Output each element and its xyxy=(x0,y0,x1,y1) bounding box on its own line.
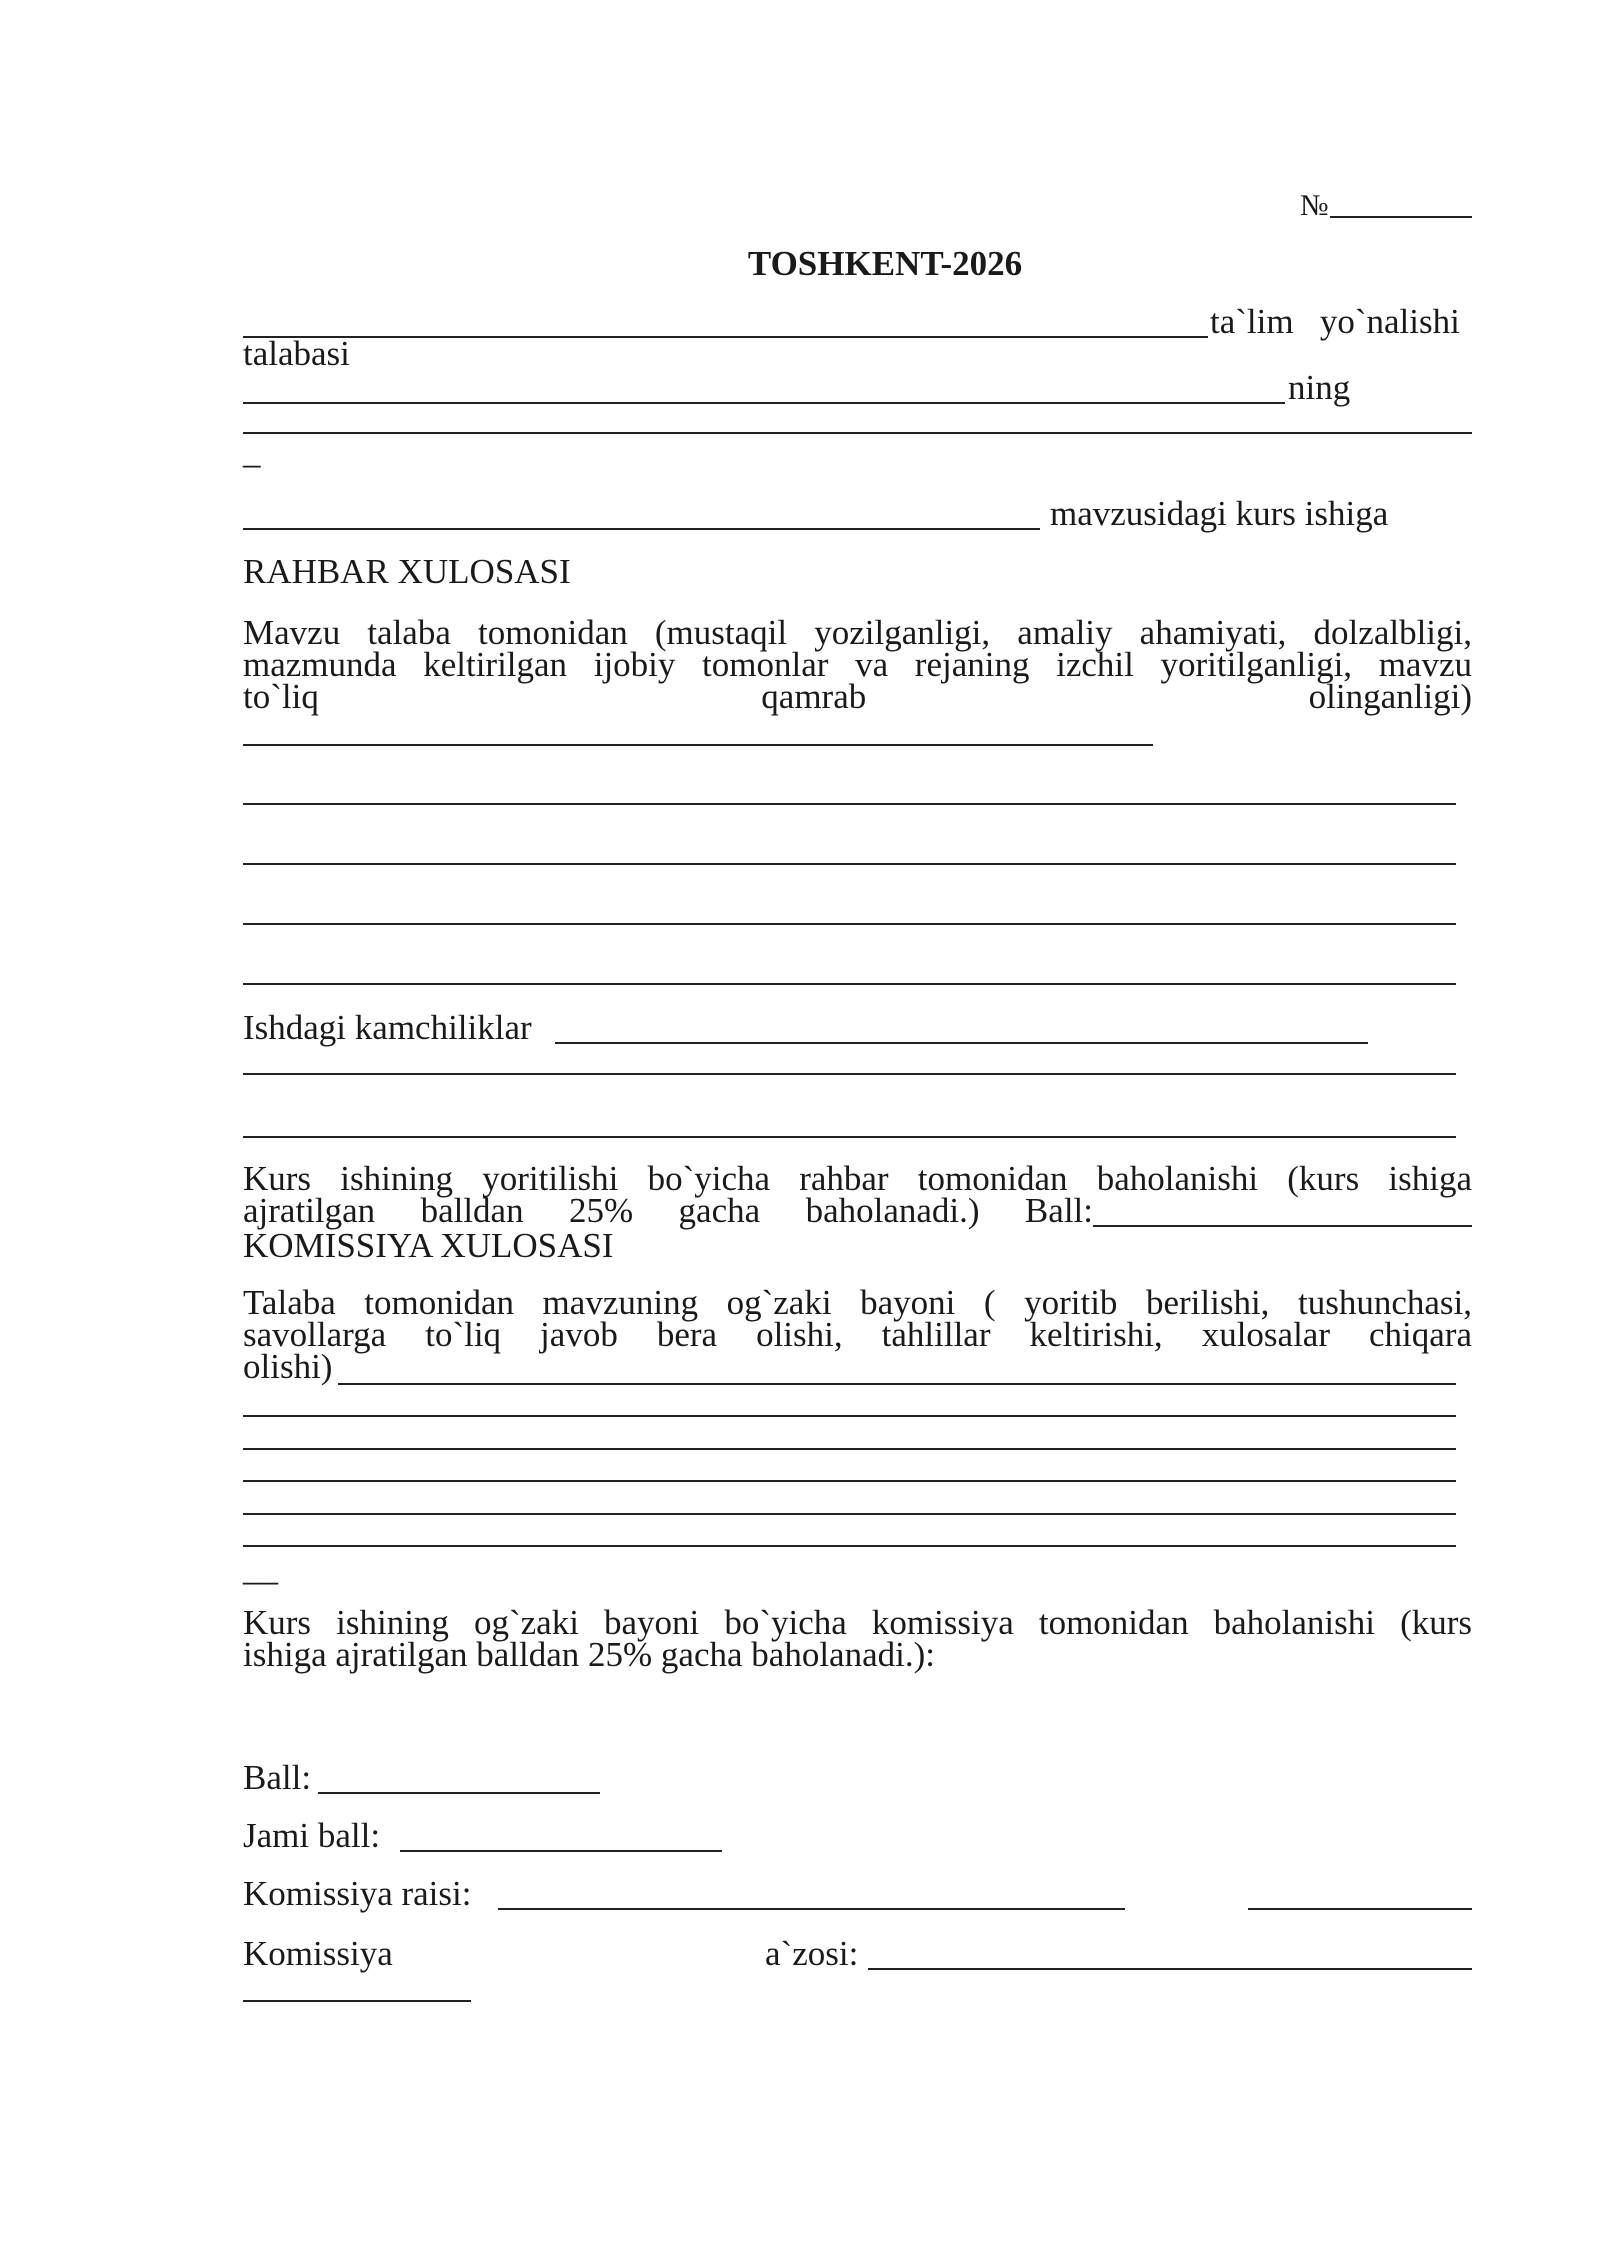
kamchiliklar-blank-line-3[interactable] xyxy=(243,1136,1456,1138)
topic-blank-line-1[interactable] xyxy=(243,432,1472,434)
komissiya-criteria-line-1: Talaba tomonidan mavzuning og`zaki bayoni ( yoritib berilishi, tushunchasi, xyxy=(243,1283,1472,1322)
komissiya-answer-line-5[interactable] xyxy=(243,1513,1456,1515)
topic-blank-line-2[interactable] xyxy=(243,528,1040,530)
komissiya-criteria-line-3: olishi) xyxy=(243,1347,333,1386)
raisi-signature-blank-line[interactable] xyxy=(1248,1908,1472,1910)
ball-label: Ball: xyxy=(243,1758,312,1797)
jami-ball-blank-line[interactable] xyxy=(400,1850,722,1852)
komissiya-answer-line-4[interactable] xyxy=(243,1480,1456,1482)
komissiya-answer-line-2[interactable] xyxy=(243,1415,1456,1417)
rahbar-criteria-line-2: mazmunda keltirilgan ijobiy tomonlar va rejaning izchil yoritilganligi, mavzu xyxy=(243,645,1472,684)
komissiya-assessment-line-1: Kurs ishining og`zaki bayoni bo`yicha komissiya tomonidan baholanishi (kurs xyxy=(243,1603,1472,1642)
komissiya-azo-label-2: a`zosi: xyxy=(765,1934,859,1973)
komissiya-answer-line-6[interactable] xyxy=(243,1545,1456,1547)
direction-blank-line[interactable] xyxy=(243,336,1208,338)
rahbar-answer-line-4[interactable] xyxy=(243,923,1456,925)
ning-label: ning xyxy=(1288,368,1351,407)
kamchiliklar-blank-line-2[interactable] xyxy=(243,1073,1456,1075)
rahbar-heading: RAHBAR XULOSASI xyxy=(243,552,571,591)
rahbar-criteria-line-1: Mavzu talaba tomonidan (mustaqil yozilganligi, amaliy ahamiyati, dolzalbligi, xyxy=(243,613,1472,652)
komissiya-criteria-line-2: savollarga to`liq javob bera olishi, tahlillar keltirishi, xulosalar chiqara xyxy=(243,1315,1472,1354)
talabasi-label: talabasi xyxy=(243,334,350,373)
talim-label: ta`lim yo`nalishi xyxy=(1210,302,1460,341)
komissiya-dash: __ xyxy=(243,1549,278,1588)
rahbar-criteria-paragraph xyxy=(243,613,1472,716)
komissiya-criteria-paragraph xyxy=(243,1283,1472,1386)
azo-signature-blank-line[interactable] xyxy=(243,2000,471,2002)
document-number xyxy=(1300,189,1329,223)
komissiya-azo-label-1: Komissiya xyxy=(243,1934,393,1973)
city-year-title: TOSHKENT-2026 xyxy=(747,244,1023,283)
komissiya-assessment-paragraph xyxy=(243,1603,1472,1674)
rahbar-assessment-paragraph xyxy=(243,1159,1472,1230)
komissiya-answer-line-1[interactable] xyxy=(338,1383,1456,1385)
kamchiliklar-blank-line-1[interactable] xyxy=(555,1042,1368,1044)
raisi-name-blank-line[interactable] xyxy=(498,1908,1125,1910)
komissiya-answer-line-3[interactable] xyxy=(243,1448,1456,1450)
jami-ball-label: Jami ball: xyxy=(243,1816,389,1855)
topic-dash: _ xyxy=(243,432,261,471)
komissiya-heading: KOMISSIYA XULOSASI xyxy=(243,1226,614,1265)
azo-name-blank-line[interactable] xyxy=(868,1968,1472,1970)
student-name-blank-line[interactable] xyxy=(243,402,1285,404)
number-label: № xyxy=(1300,189,1329,222)
komissiya-assessment-line-2: ishiga ajratilgan balldan 25% gacha baholanadi.): xyxy=(243,1635,935,1674)
rahbar-answer-line-1[interactable] xyxy=(243,744,1153,746)
ball-blank-line[interactable] xyxy=(318,1792,600,1794)
rahbar-ball-blank-line[interactable] xyxy=(1093,1225,1472,1227)
rahbar-assessment-line-2: ajratilgan balldan 25% gacha baholanadi.) Ball: xyxy=(243,1191,1093,1230)
mavzu-label: mavzusidagi kurs ishiga xyxy=(1050,494,1389,533)
rahbar-assessment-line-1: Kurs ishining yoritilishi bo`yicha rahbar tomonidan baholanishi (kurs ishiga xyxy=(243,1159,1472,1198)
rahbar-answer-line-2[interactable] xyxy=(243,803,1456,805)
rahbar-criteria-line-3: to`liq qamrab olinganligi) xyxy=(243,677,1472,716)
rahbar-answer-line-5[interactable] xyxy=(243,983,1456,985)
komissiya-raisi-label: Komissiya raisi: xyxy=(243,1874,481,1913)
kamchiliklar-label: Ishdagi kamchiliklar xyxy=(243,1008,532,1047)
rahbar-answer-line-3[interactable] xyxy=(243,863,1456,865)
number-blank-line[interactable] xyxy=(1330,216,1472,218)
